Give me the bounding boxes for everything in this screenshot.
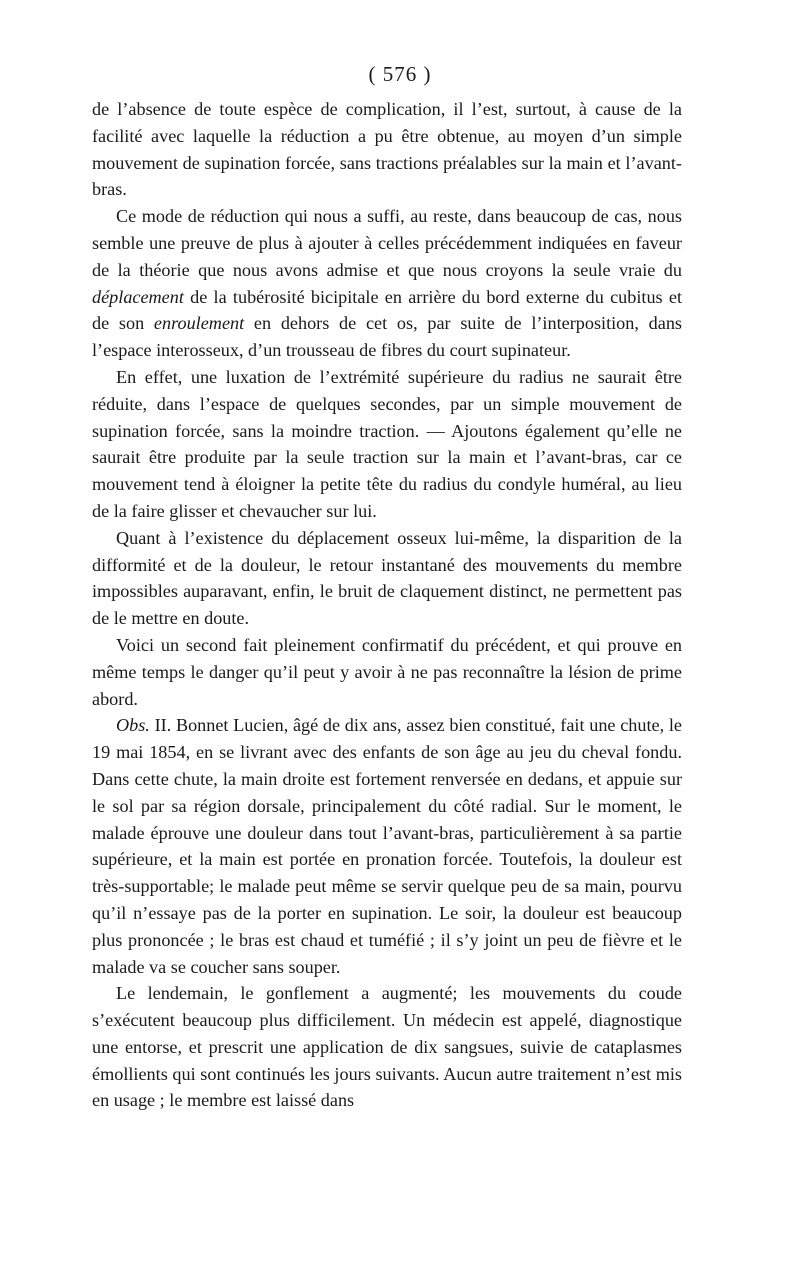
body-text — [92, 96, 682, 1114]
obs-label: Obs. — [116, 715, 150, 736]
paragraph-reduction-mode — [92, 203, 682, 364]
paragraph-lendemain: Le lendemain, le gonflement a augmenté; les mouvements du coude s’exécutent beaucoup plus difficilement. Un médecin est appelé, diagnostique une entorse, et prescrit une application de dix sangsues, suivie de cataplasmes émollients qui sont continués les jours suivants. Aucun autre traitement n’est mis en usage ; le membre est laissé dans — [92, 983, 682, 1111]
text-run: Ce mode de réduction qui nous a suffi, au reste, dans beaucoup de cas, nous semble une preuve de plus à ajouter à celles précédemment indiquées en faveur de la théorie que nous avons admise et que nous croyons la seule vraie du — [92, 206, 682, 280]
page-number: ( 576 ) — [368, 62, 432, 86]
paragraph-voici: Voici un second fait pleinement confirmatif du précédent, et qui prouve en même temps le danger qu’il peut y avoir à ne pas reconnaître la lésion de prime abord. — [92, 634, 682, 709]
paragraph-en-effet: En effet, une luxation de l’extrémité supérieure du radius ne saurait être réduite, dans l’espace de quelques secondes, par un simple mouvement de supination forcée, sans la moindre traction. — Ajoutons également qu’elle ne saurait être produite par la seule traction sur la main et l’avant-bras, car ce mouvement tend à éloigner la petite tête du radius du condyle huméral, au lieu de la faire glisser et chevaucher sur lui. — [92, 366, 682, 521]
paragraph-quant: Quant à l’existence du déplacement osseux lui-même, la disparition de la difformité et de la douleur, le retour instantané des mouvements du membre impossibles auparavant, enfin, le bruit de claquement distinct, ne permettent pas de le mettre en doute. — [92, 527, 682, 629]
text-run: en dehors de cet os, par suite de l’interposition, dans l’espace interosseux, d’un trousseau de fibres du court supinateur. — [92, 313, 682, 361]
paragraph-observation — [92, 712, 682, 980]
paragraph-continuation: de l’absence de toute espèce de complication, il l’est, surtout, à cause de la facilité avec laquelle la réduction a pu être obtenue, au moyen d’un simple mouvement de supination forcée, sans tractions préalables sur la main et l’avant-bras. — [92, 99, 682, 200]
text-run: II. Bonnet Lucien, âgé de dix ans, assez bien constitué, fait une chute, le 19 mai 1854, en se livrant avec des enfants de son âge au jeu du cheval fondu. Dans cette chute, la main droite est fortement renversée en dedans, et appuie sur le sol par sa région dorsale, principalement du côté radial. Sur le moment, le malade éprouve une douleur dans tout l’avant-bras, particulièrement à sa partie supérieure, et la main est portée en pronation forcée. Toutefois, la douleur est très-supportable; le malade peut même se servir quelque peu de sa main, pourvu qu’il n’essaye pas de la porter en supination. Le soir, la douleur est beaucoup plus prononcée ; le bras est chaud et tuméfié ; il s’y joint un peu de fièvre et le malade va se coucher sans souper. — [92, 715, 682, 977]
text-run: de la tubérosité bicipitale en arrière du bord externe du cubitus et de son — [92, 286, 682, 334]
emphasis-enroulement: enroulement — [153, 313, 245, 334]
emphasis-deplacement: déplacement — [92, 286, 184, 307]
